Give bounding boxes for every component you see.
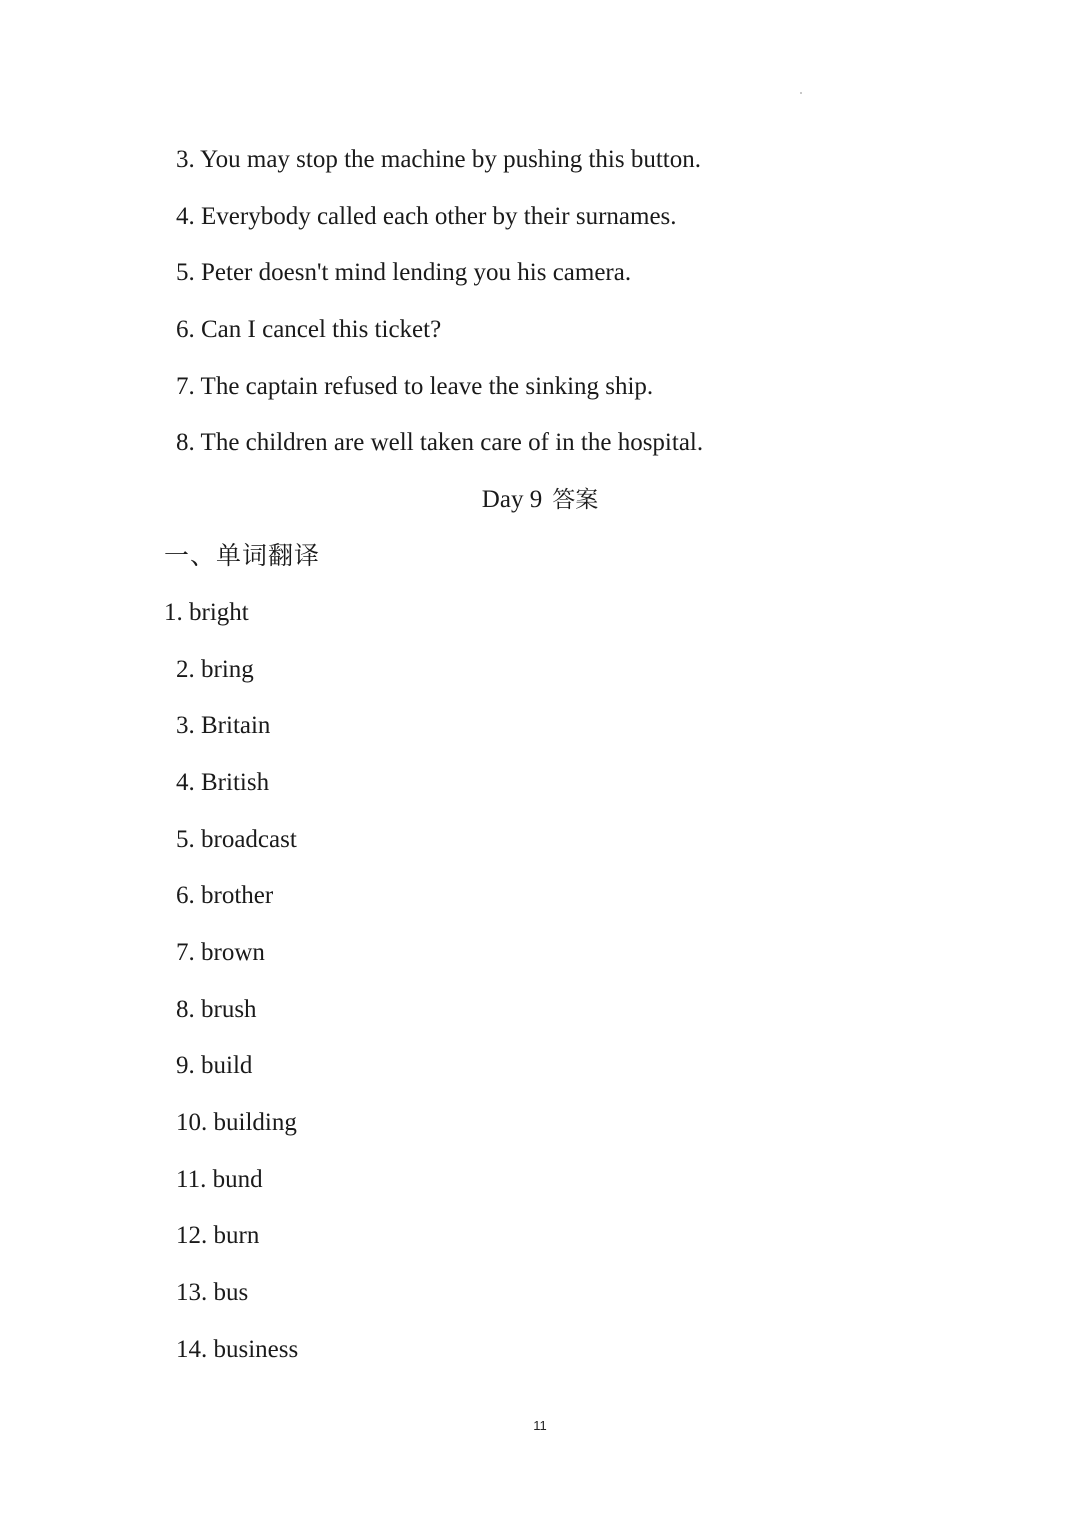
word-item: 4. British xyxy=(176,769,270,796)
sentence-item: 8. The children are well taken care of in the hospital. xyxy=(176,429,704,456)
word-item: 13. bus xyxy=(176,1279,249,1306)
word-item: 12. burn xyxy=(176,1222,260,1249)
word-item: 2. bring xyxy=(176,656,254,683)
scan-speck xyxy=(800,92,802,94)
sentence-item: 3. You may stop the machine by pushing this button. xyxy=(176,146,701,173)
word-item: 8. brush xyxy=(176,996,257,1023)
sentence-item: 5. Peter doesn't mind lending you his camera. xyxy=(176,259,632,286)
word-item: 11. bund xyxy=(176,1166,263,1193)
answers-label: 答案 xyxy=(552,487,599,513)
word-item: 5. broadcast xyxy=(176,826,297,853)
page-number: 11 xyxy=(533,1418,547,1433)
word-item: 6. brother xyxy=(176,882,274,909)
day-heading xyxy=(0,485,1080,515)
word-item: 9. build xyxy=(176,1052,253,1079)
word-item: 3. Britain xyxy=(176,712,271,739)
section-title: 一、单词翻译 xyxy=(164,541,321,570)
sentence-item: 4. Everybody called each other by their surnames. xyxy=(176,203,677,230)
word-item: 10. building xyxy=(176,1109,297,1136)
sentence-item: 6. Can I cancel this ticket? xyxy=(176,316,442,343)
word-item: 1. bright xyxy=(164,599,249,626)
day-label: Day 9 xyxy=(481,486,543,513)
sentence-item: 7. The captain refused to leave the sinking ship. xyxy=(176,373,654,400)
word-item: 7. brown xyxy=(176,939,265,966)
word-item: 14. business xyxy=(176,1336,299,1363)
